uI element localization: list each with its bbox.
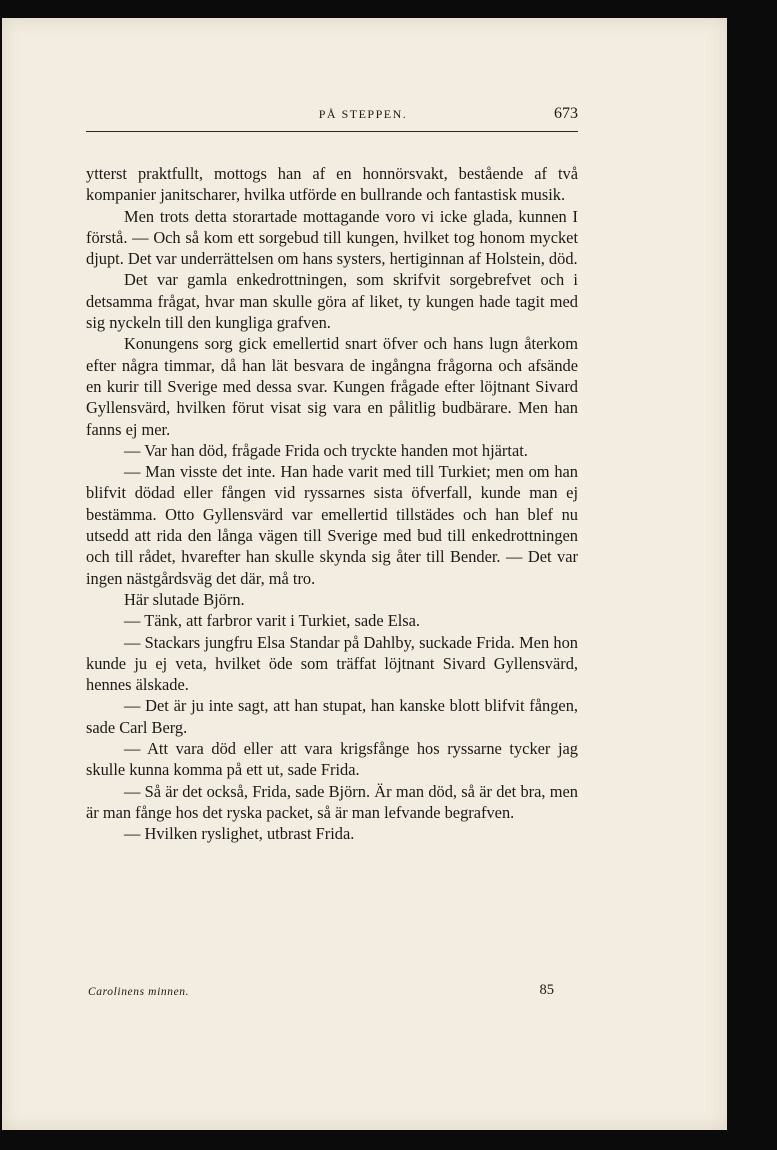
header-rule xyxy=(86,131,578,132)
paragraph: Konungens sorg gick emellertid snart öfver och hans lugn återkom efter några timmar, då han lät besvara de ingångna frågorna och afsände en kurir till Sverige med dessa svar. Kungen frågade efter löjtnant Sivard Gyllensvärd, hvilken förut visat sig vara en pålitlig budbärare. Men han fanns ej mer. xyxy=(86,334,578,439)
paragraph: — Så är det också, Frida, sade Björn. Är man död, så är det bra, men är man fånge hos det ryska packet, så är man lefvande begrafven. xyxy=(86,781,578,822)
page-footer xyxy=(88,982,554,1004)
paragraph: — Att vara död eller att vara krigsfånge hos ryssarne tycker jag skulle kunna komma på ett ut, sade Frida. xyxy=(86,739,578,780)
signature-number: 85 xyxy=(539,982,554,998)
paragraph: — Tänk, att farbror varit i Turkiet, sade Elsa. xyxy=(124,611,421,631)
paragraph: Men trots detta storartade mottagande voro vi icke glada, kunnen I förstå. — Och så kom ett sorgebud till kungen, hvilket tog honom mycket djupt. Det var underrättelsen om hans systers, hertiginnan af Holstein, död. xyxy=(86,206,578,269)
paragraph: Det var gamla enkedrottningen, som skrifvit sorgebrefvet och i detsamma frågat, hvar man skulle göra af liket, ty kungen hade tagit med sig nyckeln till den kungliga grafven. xyxy=(86,270,578,333)
paragraph: — Det är ju inte sagt, att han stupat, han kanske blott blifvit fången, sade Carl Berg. xyxy=(86,696,578,737)
body-text xyxy=(86,163,578,845)
signature-title: Carolinens minnen. xyxy=(88,986,190,998)
running-header xyxy=(88,107,578,133)
page-number: 673 xyxy=(554,105,578,122)
paragraph: — Stackars jungfru Elsa Standar på Dahlby, suckade Frida. Men hon kunde ju ej veta, hvilket öde som träffat löjtnant Sivard Gyllensvärd, hennes älskade. xyxy=(86,632,578,695)
paragraph: — Var han död, frågade Frida och tryckte handen mot hjärtat. xyxy=(124,440,528,460)
paragraph: — Hvilken ryslighet, utbrast Frida. xyxy=(124,824,355,844)
running-title: PÅ STEPPEN. xyxy=(318,107,408,121)
paragraph: Här slutade Björn. xyxy=(124,589,245,609)
paragraph: — Man visste det inte. Han hade varit med till Turkiet; men om han blifvit dödad eller fången vid ryssarnes sista öfverfall, kunde man ej bestämma. Otto Gyllensvärd var emellertid tillstädes och han blef nu utsedd att rida den långa vägen till Sverige med bud till enkedrottningen och till rådet, hvarefter han skulle skynda sig åter till Bender. — Det var ingen nästgårdsväg det där, må tro. xyxy=(86,462,578,588)
paragraph: ytterst praktfullt, mottogs han af en honnörsvakt, bestående af två kompanier janitscharer, hvilka utförde en bullrande och fantastisk musik. xyxy=(86,164,578,205)
